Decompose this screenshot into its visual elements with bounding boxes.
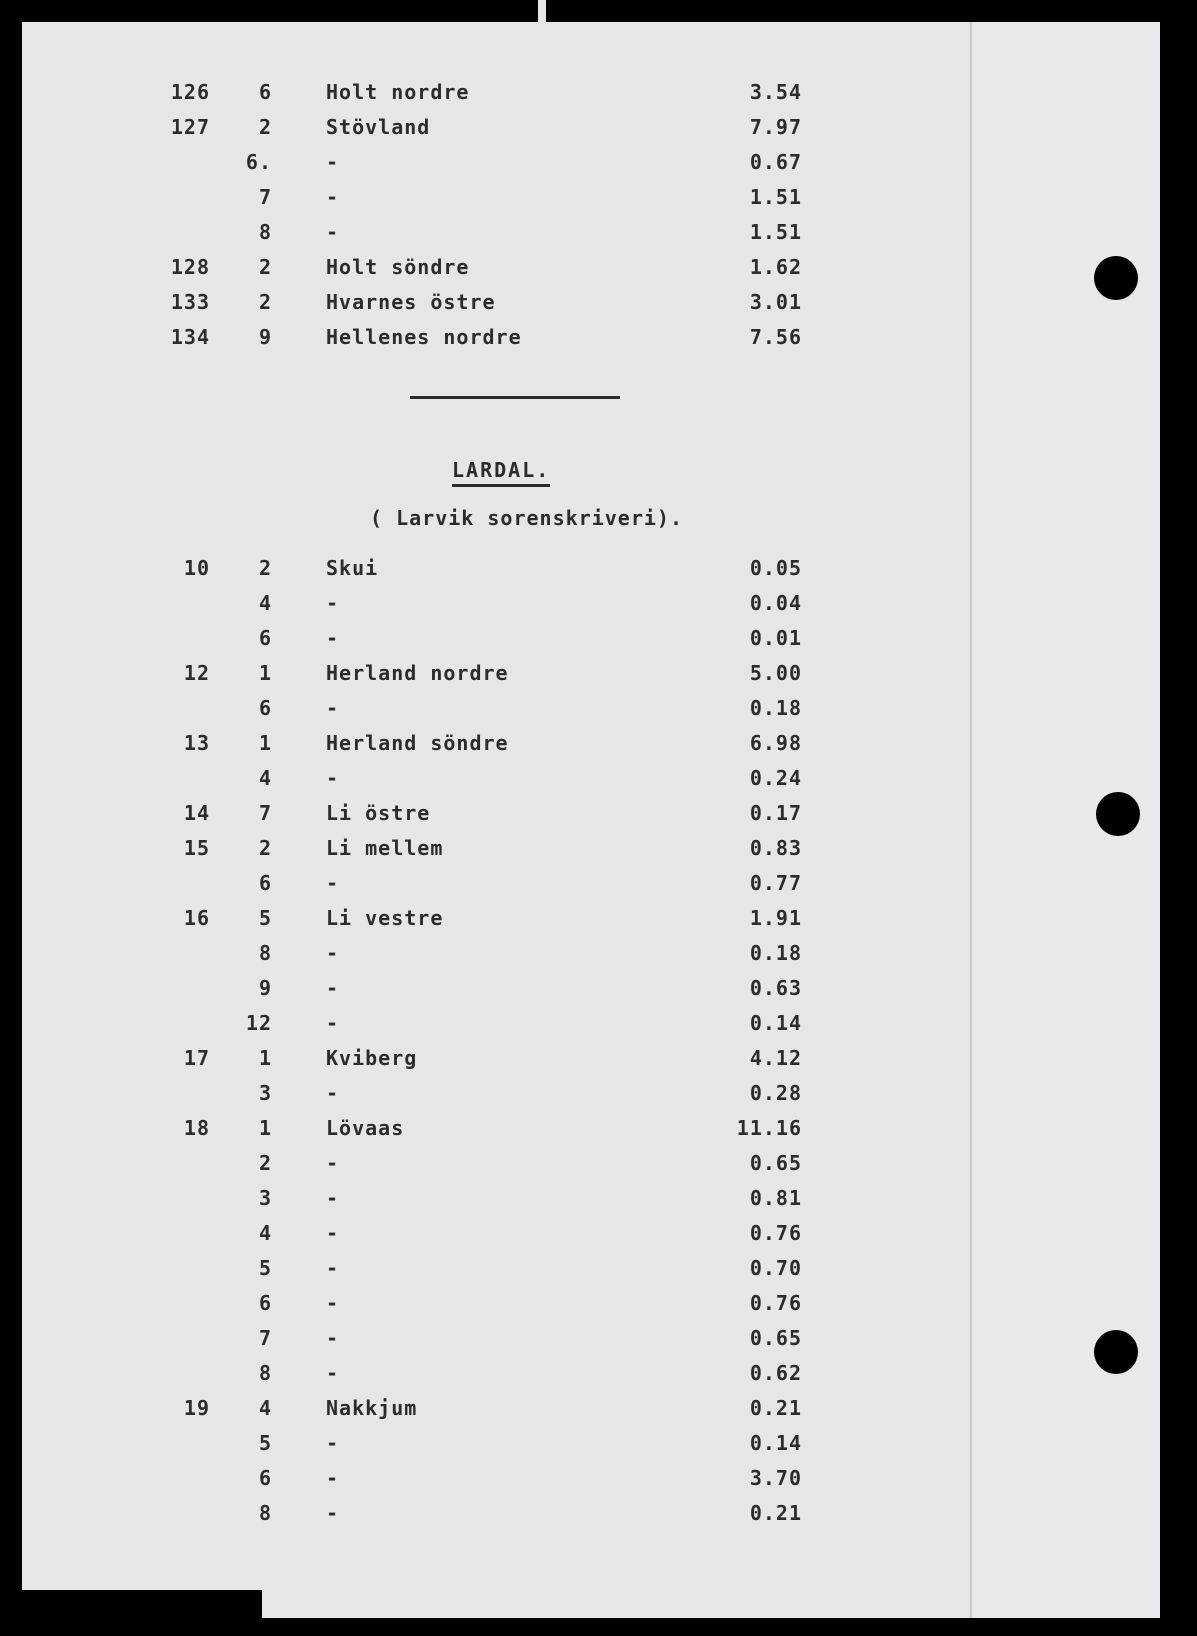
farm-name: Holt nordre xyxy=(326,80,470,104)
area-value: 0.67 xyxy=(749,150,802,174)
area-value: 3.54 xyxy=(749,80,802,104)
holding-number: 8 xyxy=(258,1361,272,1385)
holding-number: 12 xyxy=(245,1011,272,1035)
holding-number: 5 xyxy=(258,906,272,930)
holding-number: 1 xyxy=(258,661,272,685)
table-row xyxy=(0,766,1197,800)
holding-number: 7 xyxy=(258,801,272,825)
farm-name: Herland söndre xyxy=(326,731,509,755)
area-value: 0.76 xyxy=(749,1291,802,1315)
area-value: 0.14 xyxy=(749,1011,802,1035)
bottom-corner-tab xyxy=(0,1590,262,1636)
area-value: 0.17 xyxy=(749,801,802,825)
farm-name: Kviberg xyxy=(326,1046,418,1070)
farm-name: - xyxy=(326,1081,340,1105)
holding-number: 8 xyxy=(258,220,272,244)
farm-number: 134 xyxy=(170,325,210,349)
farm-name: - xyxy=(326,1326,340,1350)
holding-number: 6. xyxy=(245,150,272,174)
area-value: 0.81 xyxy=(749,1186,802,1210)
farm-name: - xyxy=(326,220,340,244)
farm-number: 126 xyxy=(170,80,210,104)
farm-number: 16 xyxy=(183,906,210,930)
table-row xyxy=(0,836,1197,870)
farm-name: - xyxy=(326,976,340,1000)
table-row xyxy=(0,1151,1197,1185)
farm-name: - xyxy=(326,871,340,895)
holding-number: 1 xyxy=(258,731,272,755)
holding-number: 2 xyxy=(258,836,272,860)
holding-number: 7 xyxy=(258,185,272,209)
farm-number: 19 xyxy=(183,1396,210,1420)
table-row xyxy=(0,801,1197,835)
holding-number: 5 xyxy=(258,1431,272,1455)
farm-number: 127 xyxy=(170,115,210,139)
farm-number: 15 xyxy=(183,836,210,860)
farm-number: 133 xyxy=(170,290,210,314)
holding-number: 6 xyxy=(258,871,272,895)
farm-name: Nakkjum xyxy=(326,1396,418,1420)
farm-name: - xyxy=(326,626,340,650)
farm-name: - xyxy=(326,1466,340,1490)
table-row xyxy=(0,255,1197,289)
table-row xyxy=(0,1431,1197,1465)
farm-name: - xyxy=(326,1221,340,1245)
area-value: 0.24 xyxy=(749,766,802,790)
farm-name: - xyxy=(326,1186,340,1210)
farm-name: Li mellem xyxy=(326,836,444,860)
top-edge-notch xyxy=(538,0,546,22)
table-row xyxy=(0,731,1197,765)
table-row xyxy=(0,150,1197,184)
area-value: 0.63 xyxy=(749,976,802,1000)
holding-number: 4 xyxy=(258,1221,272,1245)
holding-number: 4 xyxy=(258,591,272,615)
section-title: LARDAL. xyxy=(452,458,550,487)
farm-name: - xyxy=(326,696,340,720)
table-row xyxy=(0,871,1197,905)
table-row xyxy=(0,661,1197,695)
table-row xyxy=(0,1256,1197,1290)
farm-name: - xyxy=(326,1431,340,1455)
area-value: 0.05 xyxy=(749,556,802,580)
farm-name: Lövaas xyxy=(326,1116,405,1140)
farm-number: 12 xyxy=(183,661,210,685)
holding-number: 3 xyxy=(258,1186,272,1210)
holding-number: 7 xyxy=(258,1326,272,1350)
farm-number: 13 xyxy=(183,731,210,755)
holding-number: 2 xyxy=(258,115,272,139)
holding-number: 4 xyxy=(258,766,272,790)
holding-number: 5 xyxy=(258,1256,272,1280)
table-row xyxy=(0,80,1197,114)
area-value: 0.70 xyxy=(749,1256,802,1280)
farm-name: - xyxy=(326,1501,340,1525)
table-row xyxy=(0,976,1197,1010)
table-row xyxy=(0,1046,1197,1080)
area-value: 0.21 xyxy=(749,1501,802,1525)
farm-name: Stövland xyxy=(326,115,431,139)
holding-number: 9 xyxy=(258,976,272,1000)
table-row xyxy=(0,696,1197,730)
farm-name: - xyxy=(326,941,340,965)
farm-name: Skui xyxy=(326,556,379,580)
holding-number: 3 xyxy=(258,1081,272,1105)
farm-name: - xyxy=(326,1291,340,1315)
area-value: 4.12 xyxy=(749,1046,802,1070)
farm-name: - xyxy=(326,1256,340,1280)
area-value: 0.65 xyxy=(749,1151,802,1175)
area-value: 0.83 xyxy=(749,836,802,860)
holding-number: 8 xyxy=(258,941,272,965)
area-value: 3.01 xyxy=(749,290,802,314)
section-divider xyxy=(410,396,620,399)
table-row xyxy=(0,906,1197,940)
holding-number: 8 xyxy=(258,1501,272,1525)
farm-number: 128 xyxy=(170,255,210,279)
table-row xyxy=(0,1116,1197,1150)
holding-number: 1 xyxy=(258,1046,272,1070)
farm-number: 17 xyxy=(183,1046,210,1070)
area-value: 0.01 xyxy=(749,626,802,650)
table-row xyxy=(0,1396,1197,1430)
table-row xyxy=(0,1081,1197,1115)
table-row xyxy=(0,1361,1197,1395)
table-row xyxy=(0,220,1197,254)
holding-number: 6 xyxy=(258,696,272,720)
area-value: 0.77 xyxy=(749,871,802,895)
table-row xyxy=(0,1291,1197,1325)
area-value: 0.18 xyxy=(749,941,802,965)
farm-name: Hellenes nordre xyxy=(326,325,522,349)
table-row xyxy=(0,1011,1197,1045)
table-row xyxy=(0,941,1197,975)
holding-number: 2 xyxy=(258,290,272,314)
farm-name: Hvarnes östre xyxy=(326,290,496,314)
area-value: 1.51 xyxy=(749,220,802,244)
table-row xyxy=(0,1221,1197,1255)
holding-number: 2 xyxy=(258,556,272,580)
area-value: 7.97 xyxy=(749,115,802,139)
farm-name: - xyxy=(326,150,340,174)
farm-number: 18 xyxy=(183,1116,210,1140)
holding-number: 2 xyxy=(258,1151,272,1175)
farm-name: - xyxy=(326,591,340,615)
area-value: 0.62 xyxy=(749,1361,802,1385)
table-row xyxy=(0,626,1197,660)
area-value: 1.91 xyxy=(749,906,802,930)
area-value: 6.98 xyxy=(749,731,802,755)
farm-name: - xyxy=(326,1011,340,1035)
holding-number: 6 xyxy=(258,1466,272,1490)
table-row xyxy=(0,1326,1197,1360)
table-row xyxy=(0,591,1197,625)
table-row xyxy=(0,115,1197,149)
farm-name: - xyxy=(326,1151,340,1175)
holding-number: 6 xyxy=(258,626,272,650)
area-value: 0.76 xyxy=(749,1221,802,1245)
holding-number: 4 xyxy=(258,1396,272,1420)
table-row xyxy=(0,1501,1197,1535)
table-row xyxy=(0,1186,1197,1220)
table-row xyxy=(0,185,1197,219)
holding-number: 6 xyxy=(258,80,272,104)
farm-name: - xyxy=(326,185,340,209)
holding-number: 6 xyxy=(258,1291,272,1315)
area-value: 0.04 xyxy=(749,591,802,615)
farm-name: - xyxy=(326,766,340,790)
table-row xyxy=(0,1466,1197,1500)
holding-number: 2 xyxy=(258,255,272,279)
area-value: 0.21 xyxy=(749,1396,802,1420)
area-value: 7.56 xyxy=(749,325,802,349)
area-value: 11.16 xyxy=(736,1116,802,1140)
area-value: 0.28 xyxy=(749,1081,802,1105)
area-value: 0.18 xyxy=(749,696,802,720)
area-value: 1.51 xyxy=(749,185,802,209)
farm-number: 10 xyxy=(183,556,210,580)
table-row xyxy=(0,556,1197,590)
section-subtitle: ( Larvik sorenskriveri). xyxy=(370,506,683,530)
holding-number: 9 xyxy=(258,325,272,349)
area-value: 3.70 xyxy=(749,1466,802,1490)
farm-name: - xyxy=(326,1361,340,1385)
table-row xyxy=(0,325,1197,359)
farm-name: Li vestre xyxy=(326,906,444,930)
table-row xyxy=(0,290,1197,324)
area-value: 5.00 xyxy=(749,661,802,685)
farm-name: Holt söndre xyxy=(326,255,470,279)
holding-number: 1 xyxy=(258,1116,272,1140)
farm-name: Li östre xyxy=(326,801,431,825)
area-value: 0.14 xyxy=(749,1431,802,1455)
area-value: 0.65 xyxy=(749,1326,802,1350)
farm-name: Herland nordre xyxy=(326,661,509,685)
farm-number: 14 xyxy=(183,801,210,825)
area-value: 1.62 xyxy=(749,255,802,279)
